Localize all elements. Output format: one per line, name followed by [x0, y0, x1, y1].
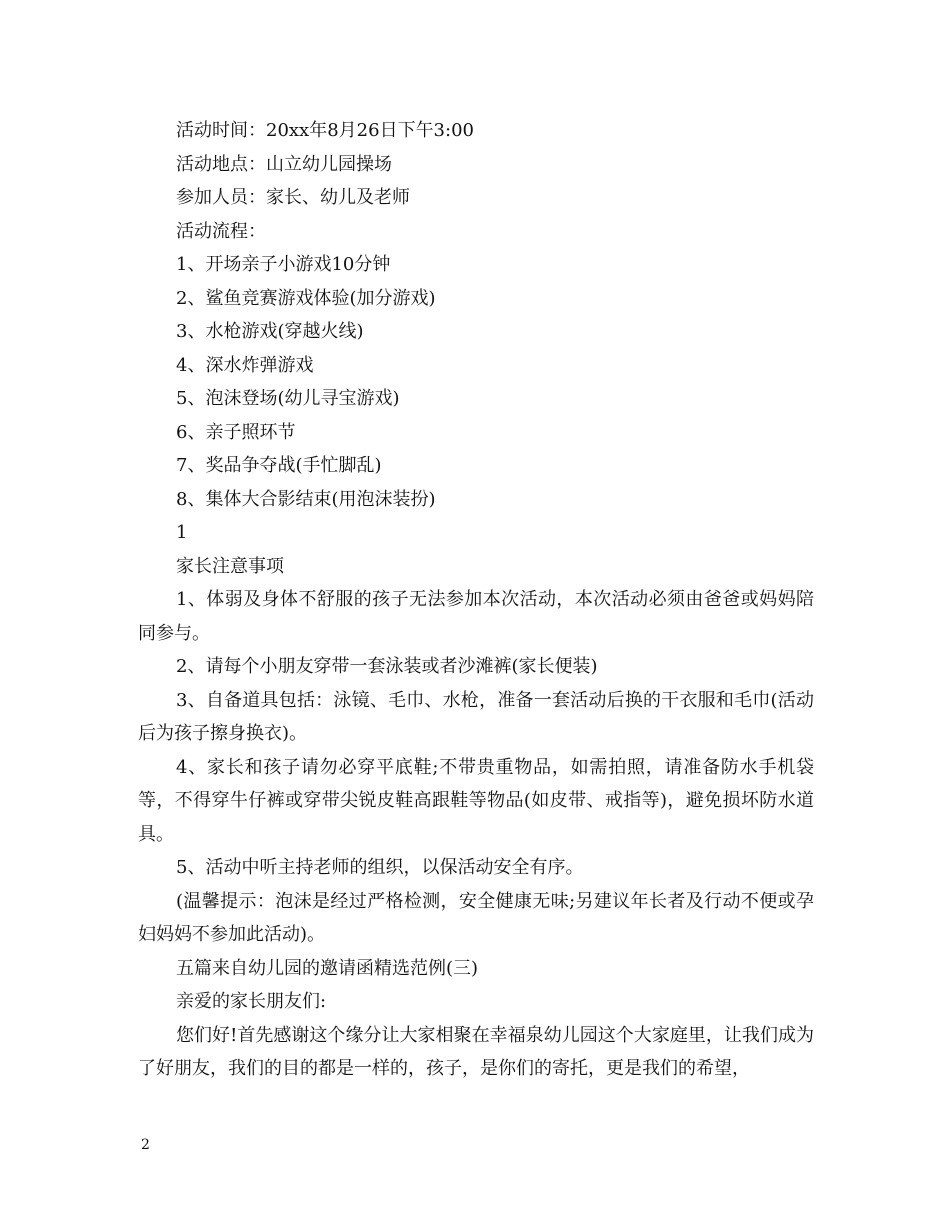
parent-note: 2、请每个小朋友穿带一套泳装或者沙滩裤(家长便装) — [176, 656, 598, 677]
process-step: 3、水枪游戏(穿越火线) — [176, 321, 364, 342]
parent-note: 5、活动中听主持老师的组织，以保活动安全有序。 — [176, 857, 584, 878]
salutation: 亲爱的家长朋友们: — [176, 991, 327, 1012]
document-body — [138, 114, 814, 1086]
process-step: 5、泡沫登场(幼儿寻宝游戏) — [176, 388, 400, 409]
process-step: 6、亲子照环节 — [176, 421, 296, 443]
section-number: 1 — [176, 522, 188, 543]
page-number: 2 — [141, 1137, 150, 1153]
parent-note: 3、自备道具包括：泳镜、毛巾、水枪，准备一套活动后换的干衣服和毛巾(活动后为孩子擦身换衣)。 — [138, 689, 814, 744]
section-title: 五篇来自幼儿园的邀请函精选范例(三) — [176, 957, 479, 979]
letter-body: 您们好!首先感谢这个缘分让大家相聚在幸福泉幼儿园这个大家庭里，让我们成为了好朋友，我们的目的都是一样的，孩子，是你们的寄托，更是我们的希望， — [138, 1024, 814, 1079]
process-step: 8、集体大合影结束(用泡沫装扮) — [176, 488, 436, 510]
parent-note: 4、家长和孩子请勿必穿平底鞋;不带贵重物品，如需拍照，请准备防水手机袋等，不得穿牛仔裤或穿带尖锐皮鞋高跟鞋等物品(如皮带、戒指等)，避免损坏防水道具。 — [138, 756, 814, 845]
process-step: 4、深水炸弹游戏 — [176, 354, 314, 376]
parent-note: 1、体弱及身体不舒服的孩子无法参加本次活动，本次活动必须由爸爸或妈妈陪同参与。 — [138, 589, 814, 644]
warm-reminder: (温馨提示：泡沫是经过严格检测，安全健康无味;另建议年长者及行动不便或孕妇妈妈不参加此活动)。 — [138, 890, 814, 945]
activity-process-heading: 活动流程： — [176, 220, 266, 242]
process-step: 7、奖品争夺战(手忙脚乱) — [176, 455, 382, 476]
process-step: 1、开场亲子小游戏10分钟 — [176, 254, 391, 275]
participants: 参加人员：家长、幼儿及老师 — [176, 187, 410, 208]
activity-location: 活动地点：山立幼儿园操场 — [176, 153, 392, 175]
activity-time: 活动时间：20xx年8月26日下午3:00 — [176, 120, 474, 141]
process-step: 2、鲨鱼竞赛游戏体验(加分游戏) — [176, 287, 436, 309]
parent-notes-heading: 家长注意事项 — [176, 555, 284, 577]
